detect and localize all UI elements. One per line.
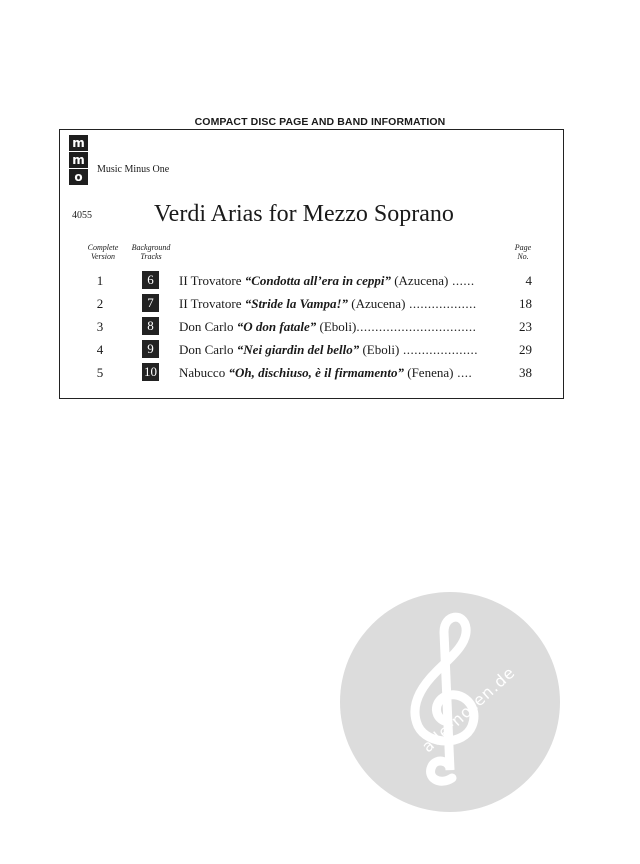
role-name: (Fenena) [403, 365, 454, 380]
mmo-logo [69, 135, 88, 186]
aria-entry [179, 296, 501, 312]
aria-entry [179, 342, 501, 358]
role-name: (Eboli) [359, 342, 400, 357]
background-track-badge: 8 [142, 317, 159, 335]
brand-name: Music Minus One [97, 164, 170, 175]
aria-title: “Nei giardin del bello” [236, 342, 360, 357]
header-line: Page [514, 243, 532, 252]
complete-version-number: 2 [96, 296, 104, 311]
logo-letter: m [69, 152, 88, 168]
header-line: No. [517, 252, 529, 261]
background-track-badge: 9 [142, 340, 159, 358]
aria-entry [179, 319, 501, 335]
role-name: (Azucena) [390, 273, 449, 288]
catalog-number: 4055 [72, 210, 92, 221]
aria-title: “O don fatale” [236, 319, 317, 334]
leader-dots: .................... [399, 342, 479, 357]
opera-name: Nabucco [179, 365, 229, 380]
page-number: 23 [519, 319, 532, 334]
leader-dots: ...... [448, 273, 475, 288]
aria-title: “Oh, dischiuso, è il firmamento” [228, 365, 404, 380]
watermark-text: alle-noten.de [418, 662, 519, 757]
background-track-badge: 10 [144, 364, 157, 379]
role-name: (Azucena) [348, 296, 406, 311]
header-line: Version [91, 252, 115, 261]
track-row [60, 271, 565, 293]
page-number: 29 [519, 342, 532, 357]
header-line: Background [131, 243, 171, 252]
page-number-header [509, 243, 537, 261]
complete-version-header [81, 243, 125, 261]
watermark [340, 592, 560, 812]
track-row [60, 294, 565, 316]
leader-dots: .... [453, 365, 473, 380]
header-line: Tracks [140, 252, 162, 261]
complete-version-number: 5 [96, 365, 104, 380]
header-line: Complete [87, 243, 119, 252]
opera-name: II Trovatore [179, 273, 245, 288]
aria-entry [179, 273, 501, 289]
opera-name: Don Carlo [179, 319, 237, 334]
cd-info-card [59, 129, 564, 399]
aria-entry [179, 365, 501, 381]
leader-dots: ................................ [356, 319, 477, 334]
background-tracks-header [127, 243, 175, 261]
track-row [60, 363, 565, 385]
page-number: 4 [525, 273, 532, 288]
complete-version-number: 4 [96, 342, 104, 357]
page-header: COMPACT DISC PAGE AND BAND INFORMATION [194, 116, 446, 128]
treble-clef-icon [340, 592, 560, 812]
complete-version-number: 3 [96, 319, 104, 334]
leader-dots: .................. [405, 296, 477, 311]
opera-name: II Trovatore [179, 296, 245, 311]
background-track-badge: 7 [142, 294, 159, 312]
logo-letter: m [69, 135, 88, 151]
logo-letter: o [69, 169, 88, 185]
page-number: 38 [519, 365, 532, 380]
track-row [60, 340, 565, 362]
role-name: (Eboli) [316, 319, 357, 334]
aria-title: “Condotta all’era in ceppi” [244, 273, 391, 288]
album-title: Verdi Arias for Mezzo Soprano [154, 201, 454, 227]
complete-version-number: 1 [96, 273, 104, 288]
background-track-badge: 6 [142, 271, 159, 289]
page-number: 18 [519, 296, 532, 311]
aria-title: “Stride la Vampa!” [244, 296, 349, 311]
track-row [60, 317, 565, 339]
opera-name: Don Carlo [179, 342, 237, 357]
